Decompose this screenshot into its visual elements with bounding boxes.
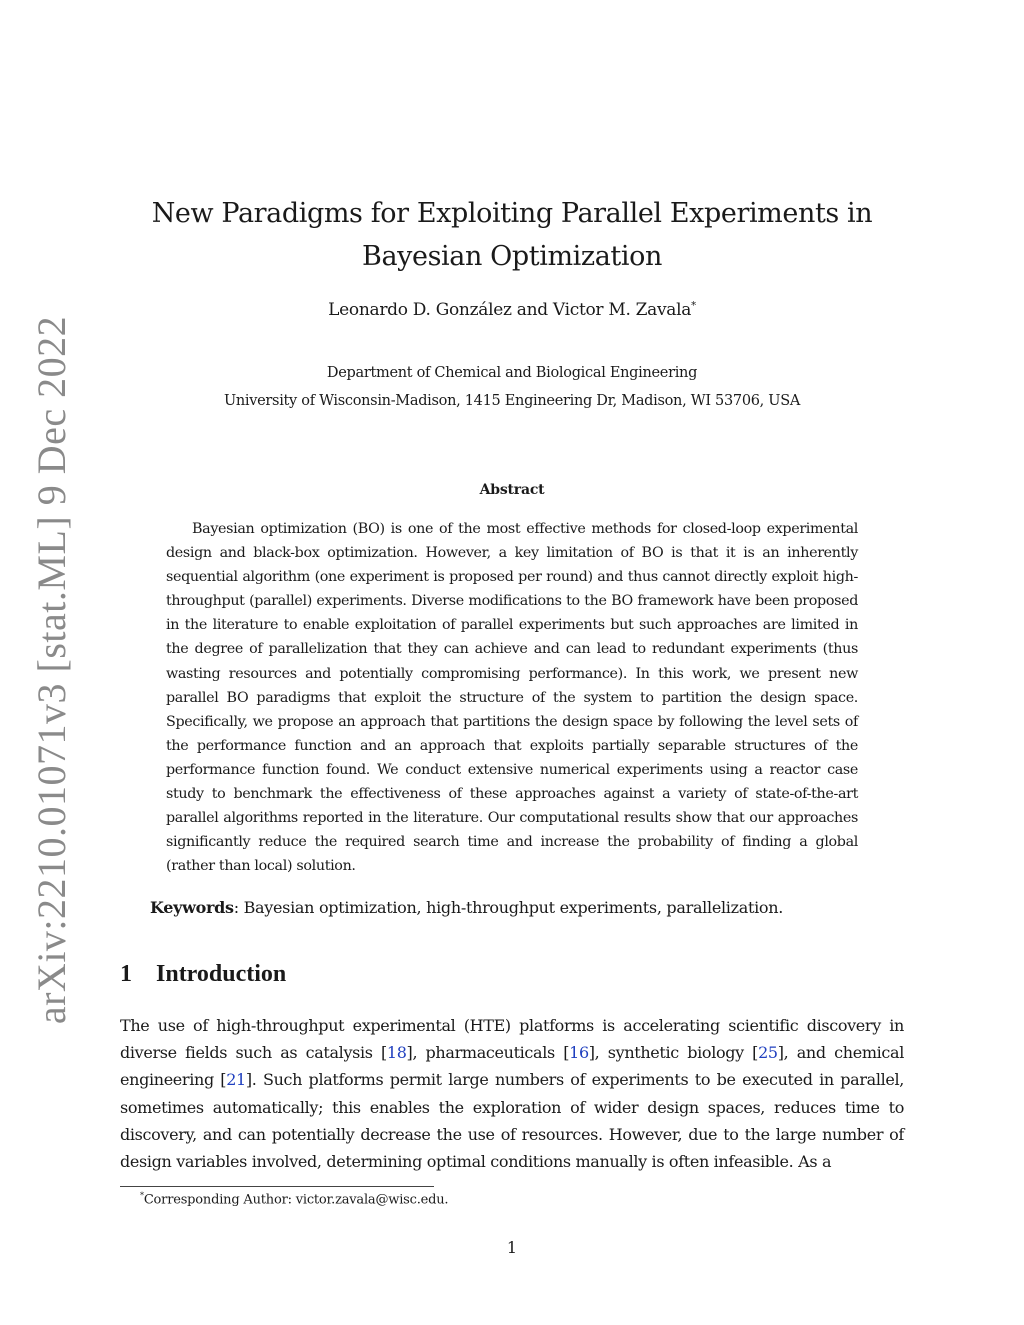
abstract-heading: Abstract xyxy=(479,482,545,498)
section-title: Introduction xyxy=(156,961,287,987)
page-number: 1 xyxy=(506,1238,518,1257)
citation-link[interactable]: 25 xyxy=(758,1043,778,1063)
intro-text-1: The use of high-throughput experimental (HTE) platforms is accelerating scientific discovery in diverse fields such as catalysis [ xyxy=(120,1016,904,1063)
affiliation-address: University of Wisconsin-Madison, 1415 Engineering Dr, Madison, WI 53706, USA xyxy=(223,393,801,409)
keywords-label: Keywords xyxy=(150,898,234,917)
intro-text-4: ], and chemical engineering [ xyxy=(120,1043,904,1090)
keywords-text: : Bayesian optimization, high-throughput experiments, parallelization. xyxy=(233,898,784,917)
section-number: 1 xyxy=(120,961,132,987)
paper-title: New Paradigms for Exploiting Parallel Experiments in Bayesian Optimization xyxy=(151,198,873,272)
arxiv-identifier-stamp: arXiv:2210.01071v3 [stat.ML] 9 Dec 2022 xyxy=(29,315,74,1025)
abstract-text: Bayesian optimization (BO) is one of the most effective methods for closed-loop experimental design and black-box optimization. However, a key limitation of BO is that it is an inherently sequential algorithm (one experiment is proposed per round) and thus cannot directly exploit high-throughput (parallel) experiments. Diverse modifications to the BO framework have been proposed in the literature to enable exploitation of parallel experiments but such approaches are limited in the degree of parallelization that they can achieve and can lead to redundant experiments (thus wasting resources and potentially compromising performance). In this work, we present new parallel BO paradigms that exploit the structure of the system to partition the design space. Specifically, we propose an approach that partitions the design space by following the level sets of the performance function and an approach that exploits partially separable structures of the performance function found. We conduct extensive numerical experiments using a reactor case study to benchmark the effectiveness of these approaches against a variety of state-of-the-art parallel algorithms reported in the literature. Our computational results show that our approaches significantly reduce the required search time and increase the probability of finding a global (rather than local) solution. xyxy=(166,521,858,875)
affiliation-department: Department of Chemical and Biological Engineering xyxy=(326,365,698,381)
corresponding-author-mark: * xyxy=(691,300,696,312)
author-names: Leonardo D. González and Victor M. Zavala xyxy=(328,300,692,320)
citation-link[interactable]: 21 xyxy=(226,1070,246,1090)
introduction-paragraph xyxy=(120,1012,904,1175)
citation-link[interactable]: 18 xyxy=(386,1043,407,1063)
footnote-divider xyxy=(120,1186,434,1187)
footnote-mark: * xyxy=(140,1191,144,1200)
intro-text-3: ], synthetic biology [ xyxy=(588,1043,759,1063)
intro-text-2: ], pharmaceuticals [ xyxy=(406,1043,570,1063)
author-line xyxy=(130,300,894,320)
affiliation xyxy=(130,359,894,415)
keywords-line xyxy=(150,898,910,917)
footnote xyxy=(140,1191,840,1207)
citation-link[interactable]: 16 xyxy=(569,1043,589,1063)
section-heading xyxy=(120,961,286,988)
intro-text-5: ]. Such platforms permit large numbers of experiments to be executed in parallel, sometimes automatically; this enables the exploration of wider design spaces, reduces time to discovery, and can potentially decrease the use of resources. However, due to the large number of design variables involved, determining optimal conditions manually is often infeasible. As a xyxy=(120,1070,905,1172)
footnote-text: Corresponding Author: victor.zavala@wisc.edu. xyxy=(143,1192,449,1208)
